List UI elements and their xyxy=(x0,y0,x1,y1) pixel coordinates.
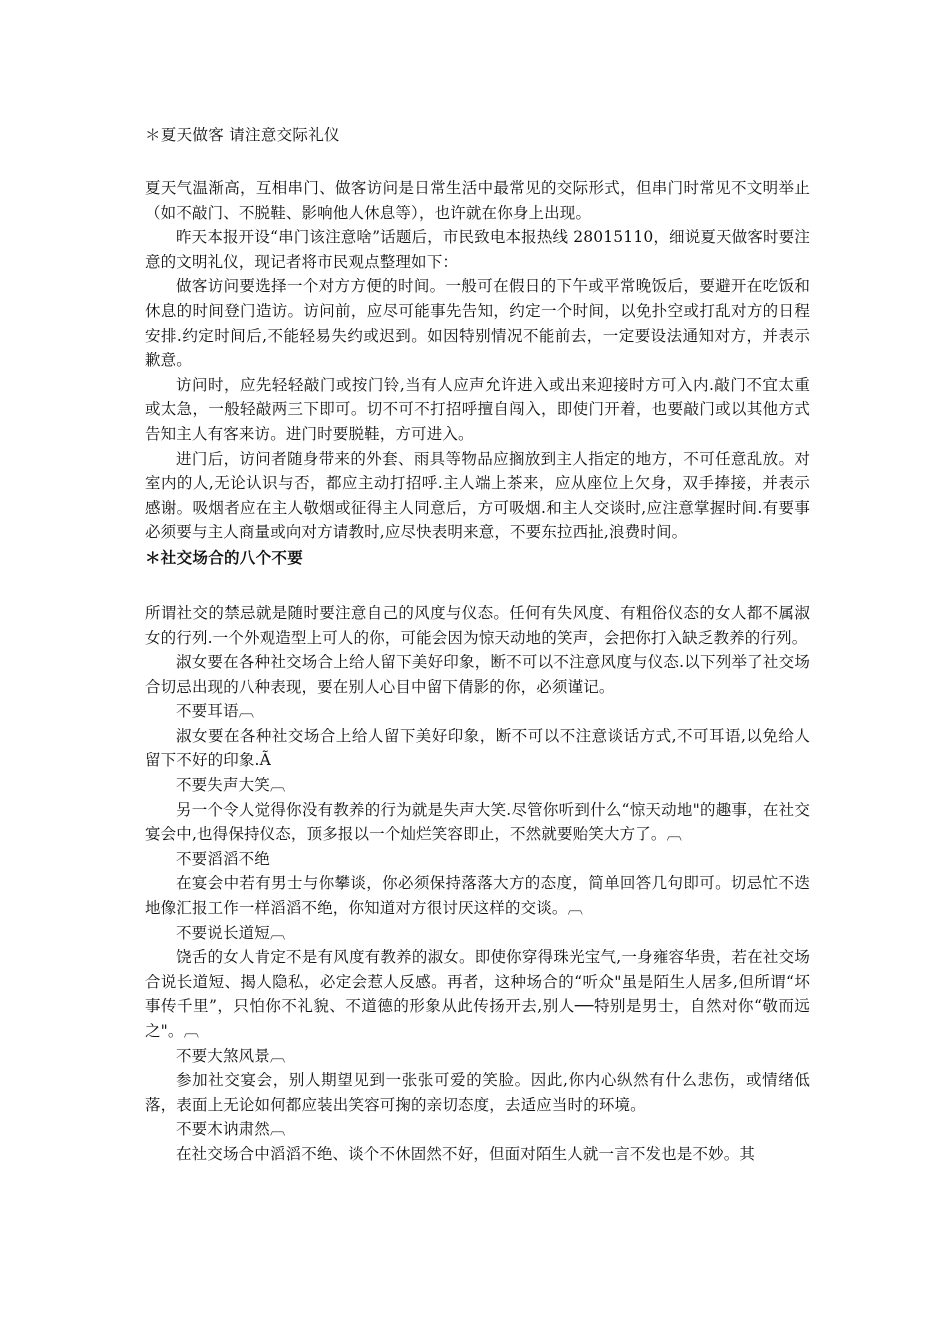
subheading: 不要滔滔不绝 xyxy=(176,849,270,868)
paragraph: 在社交场合中滔滔不绝、谈个不休固然不好，但面对陌生人就一言不发也是不妙。其 xyxy=(176,1144,756,1163)
paragraph: 昨天本报开设“串门该注意啥”话题后，市民致电本报热线 28015110，细说夏天做客时要注意的文明礼仪，现记者将市民观点整理如下： xyxy=(145,228,810,271)
subheading: 不要说长道短︹ xyxy=(176,923,286,942)
subheading: 不要耳语︹ xyxy=(176,702,255,721)
section-title-summer-visiting: ＊夏天做客 请注意交际礼仪 xyxy=(145,126,340,144)
paragraph: 夏天气温渐高，互相串门、做客访问是日常生活中最常见的交际形式，但串门时常见不文明举止（如不敲门、不脱鞋、影响他人休息等），也许就在你身上出现。 xyxy=(145,179,810,222)
paragraph: 饶舌的女人肯定不是有风度有教养的淑女。即使你穿得珠光宝气,一身雍容华贵，若在社交场合说长道短、揭人隐私，必定会惹人反感。再者，这种场合的“听众"虽是陌生人居多,但所谓“坏事传千里”，只怕你不礼貌、不道德的形象从此传扬开去,别人──特别是男士，自然对你“敬而远之"。︹ xyxy=(145,948,810,1040)
section-title-eight-donts: ＊社交场合的八个不要 xyxy=(145,547,304,567)
paragraph: 进门后，访问者随身带来的外套、雨具等物品应搁放到主人指定的地方，不可任意乱放。对室内的人,无论认识与否，都应主动打招呼.主人端上茶来，应从座位上欠身，双手捧接，并表示感谢。吸烟者应在主人敬烟或征得主人同意后，方可吸烟.和主人交谈时,应注意掌握时间.有要事必须要与主人商量或向对方请教时,应尽快表明来意，不要东拉西扯,浪费时间。 xyxy=(145,449,810,542)
paragraph: 淑女要在各种社交场合上给人留下美好印象，断不可以不注意风度与仪态.以下列举了社交场合切忌出现的八种表现，要在别人心目中留下倩影的你，必须谨记。 xyxy=(145,653,810,696)
document-body xyxy=(145,122,810,1167)
paragraph: 访问时，应先轻轻敲门或按门铃,当有人应声允许进入或出来迎接时方可入内.敲门不宜太重或太急，一般轻敲两三下即可。切不可不打招呼擅自闯入，即使门开着，也要敲门或以其他方式告知主人有客来访。进门时要脱鞋，方可进入。 xyxy=(145,375,810,443)
paragraph: 在宴会中若有男士与你攀谈，你必须保持落落大方的态度，简单回答几句即可。切忌忙不迭地像汇报工作一样滔滔不绝，你知道对方很讨厌这样的交谈。︹ xyxy=(145,874,810,918)
subheading: 不要失声大笑︹ xyxy=(176,776,286,795)
paragraph: 做客访问要选择一个对方方便的时间。一般可在假日的下午或平常晚饭后，要避开在吃饭和休息的时间登门造访。访问前，应尽可能事先告知，约定一个时间，以免扑空或打乱对方的日程安排.约定时间后,不能轻易失约或迟到。如因特别情况不能前去，一定要设法通知对方，并表示歉意。 xyxy=(145,277,810,370)
subheading: 不要大煞风景︹ xyxy=(176,1046,286,1065)
paragraph: 淑女要在各种社交场合上给人留下美好印象，断不可以不注意谈话方式,不可耳语,以免给人留下不好的印象.Ã xyxy=(145,726,810,770)
paragraph: 另一个令人觉得你没有教养的行为就是失声大笑.尽管你听到什么“惊天动地"的趣事，在社交宴会中,也得保持仪态，顶多报以一个灿烂笑容即止，不然就要贻笑大方了。︹ xyxy=(145,800,810,844)
subheading: 不要木讷肃然︹ xyxy=(176,1120,286,1139)
paragraph: 参加社交宴会，别人期望见到一张张可爱的笑脸。因此,你内心纵然有什么悲伤，或情绪低落，表面上无论如何都应装出笑容可掬的亲切态度，去适应当时的环境。 xyxy=(145,1071,810,1114)
paragraph: 所谓社交的禁忌就是随时要注意自己的风度与仪态。任何有失风度、有粗俗仪态的女人都不属淑女的行列.一个外观造型上可人的你，可能会因为惊天动地的笑声，会把你打入缺乏教养的行列。 xyxy=(145,603,810,647)
